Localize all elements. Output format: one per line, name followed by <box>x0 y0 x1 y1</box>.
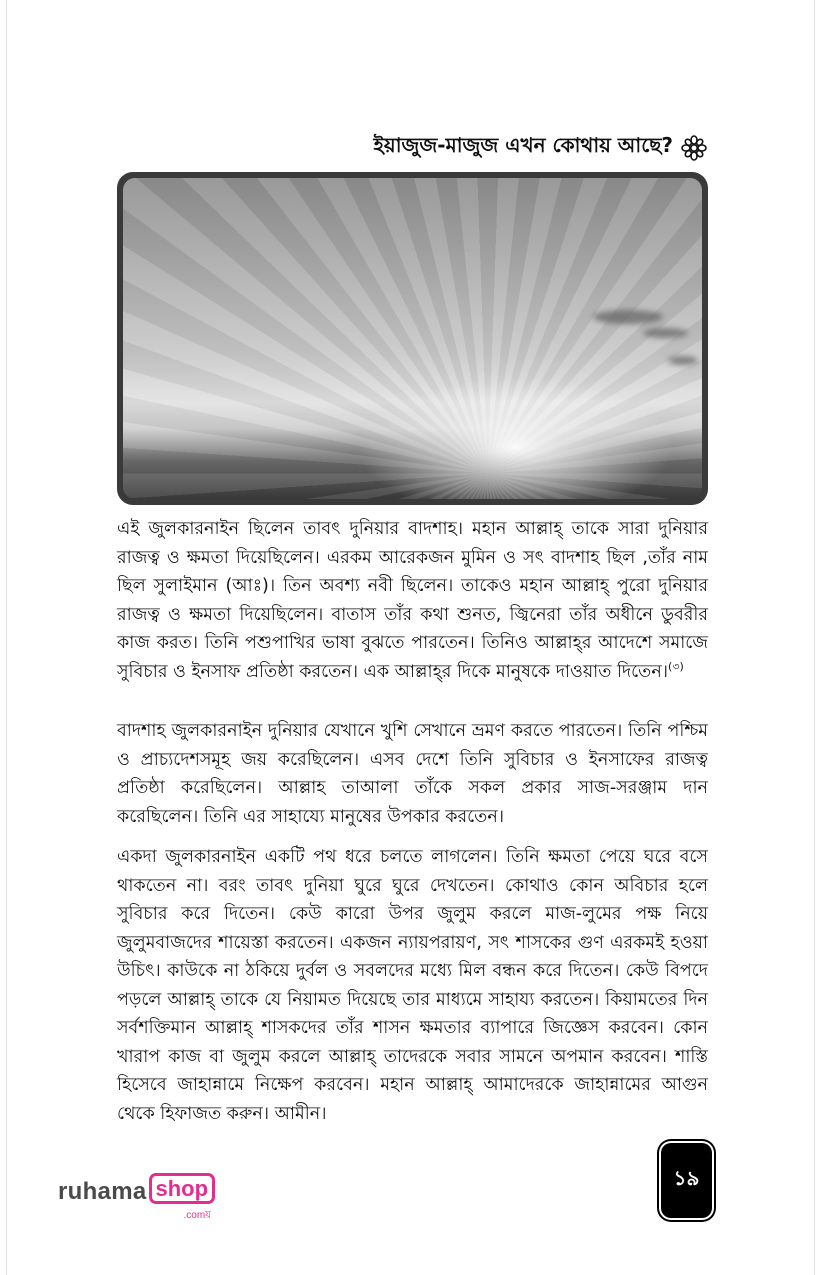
paragraph-1-text: এই জুলকারনাইন ছিলেন তাবৎ দুনিয়ার বাদশাহ। মহান আল্লাহ্ তাকে সারা দুনিয়ার রাজত্ব ও ক্ষমতা দিয়েছিলেন। এরকম আরেকজন মুমিন ও সৎ বাদশাহ ছিল ,তাঁর নাম ছিল সুলাইমান (আঃ)। তিন অবশ্য নবী ছিলেন। তাকেও মহান আল্লাহ্ পুরো দুনিয়ার রাজত্ব ও ক্ষমতা দিয়েছিলেন। বাতাস তাঁর কথা শুনত, জ্বিনেরা তাঁর অধীনে ডুবরীর কাজ করত। তিনি পশুপাখির ভাষা বুঝতে পারতেন। তিনিও আল্লাহ্‌র আদেশে সমাজে সুবিচার ও ইনসাফ প্রতিষ্ঠা করতেন। এক আল্লাহ্‌র দিকে মানুষকে দাওয়াত দিতেন। <box>117 519 708 682</box>
running-header <box>374 131 707 164</box>
sky-sunrise-photo <box>117 172 708 505</box>
paragraph-2: বাদশাহ জুলকারনাইন দুনিয়ার যেখানে খুশি সেখানে ভ্রমণ করতে পারতেন। তিনি পশ্চিম ও প্রাচ্যদেশসমূহ জয় করেছিলেন। এসব দেশে তিনি সুবিচার ও ইনসাফের রাজত্ব প্রতিষ্ঠা করেছিলেন। আল্লাহ তাআলা তাঁকে সকল প্রকার সাজ-সরঞ্জাম দান করেছিলেন। তিনি এর সাহায্যে মানুষের উপকার করতেন। <box>117 721 708 827</box>
flower-ornament-icon <box>681 135 707 161</box>
page-number: ১৯ <box>661 1143 712 1218</box>
logo-shop-text: shop <box>149 1173 216 1204</box>
header-title: ইয়াজুজ-মাজুজ এখন কোথায় আছে? <box>373 133 673 157</box>
footnote-marker: (৩) <box>668 659 684 673</box>
logo-ruhama-text: ruhama <box>58 1178 147 1205</box>
publisher-logo <box>58 1176 215 1221</box>
logo-domain-text: .comয় <box>183 1210 212 1221</box>
paragraph-3: একদা জুলকারনাইন একটি পথ ধরে চলতে লাগলেন। তিনি ক্ষমতা পেয়ে ঘরে বসে থাকতেন না। বরং তাবৎ দুনিয়া ঘুরে ঘুরে দেখতেন। কোথাও কোন অবিচার হলে সুবিচার করে দিতেন। কেউ কারো উপর জুলুম করলে মাজ-লুমের পক্ষ নিয়ে জুলুমবাজদের শায়েস্তা করতেন। একজন ন্যায়পরায়ণ, সৎ শাসকের গুণ এরকমই হওয়া উচিৎ। কাউকে না ঠকিয়ে দুর্বল ও সবলদের মধ্যে মিল বন্ধন করে দিতেন। কেউ বিপদে পড়লে আল্লাহ্ তাকে যে নিয়ামত দিয়েছে তার মাধ্যমে সাহায্য করতেন। কিয়ামতের দিন সর্বশক্তিমান আল্লাহ্ শাসকদের তাঁর শাসন ক্ষমতার ব্যাপারে জিজ্ঞেস করবেন। কোন খারাপ কাজ বা জুলুম করলে আল্লাহ্ তাদেরকে সবার সামনে অপমান করবেন। শাস্তি হিসেবে জাহান্নামে নিক্ষেপ করবেন। মহান আল্লাহ্ আমাদেরকে জাহান্নামের আগুন থেকে হিফাজত করুন। আমীন। <box>117 847 708 1124</box>
paragraph-1 <box>117 515 708 686</box>
